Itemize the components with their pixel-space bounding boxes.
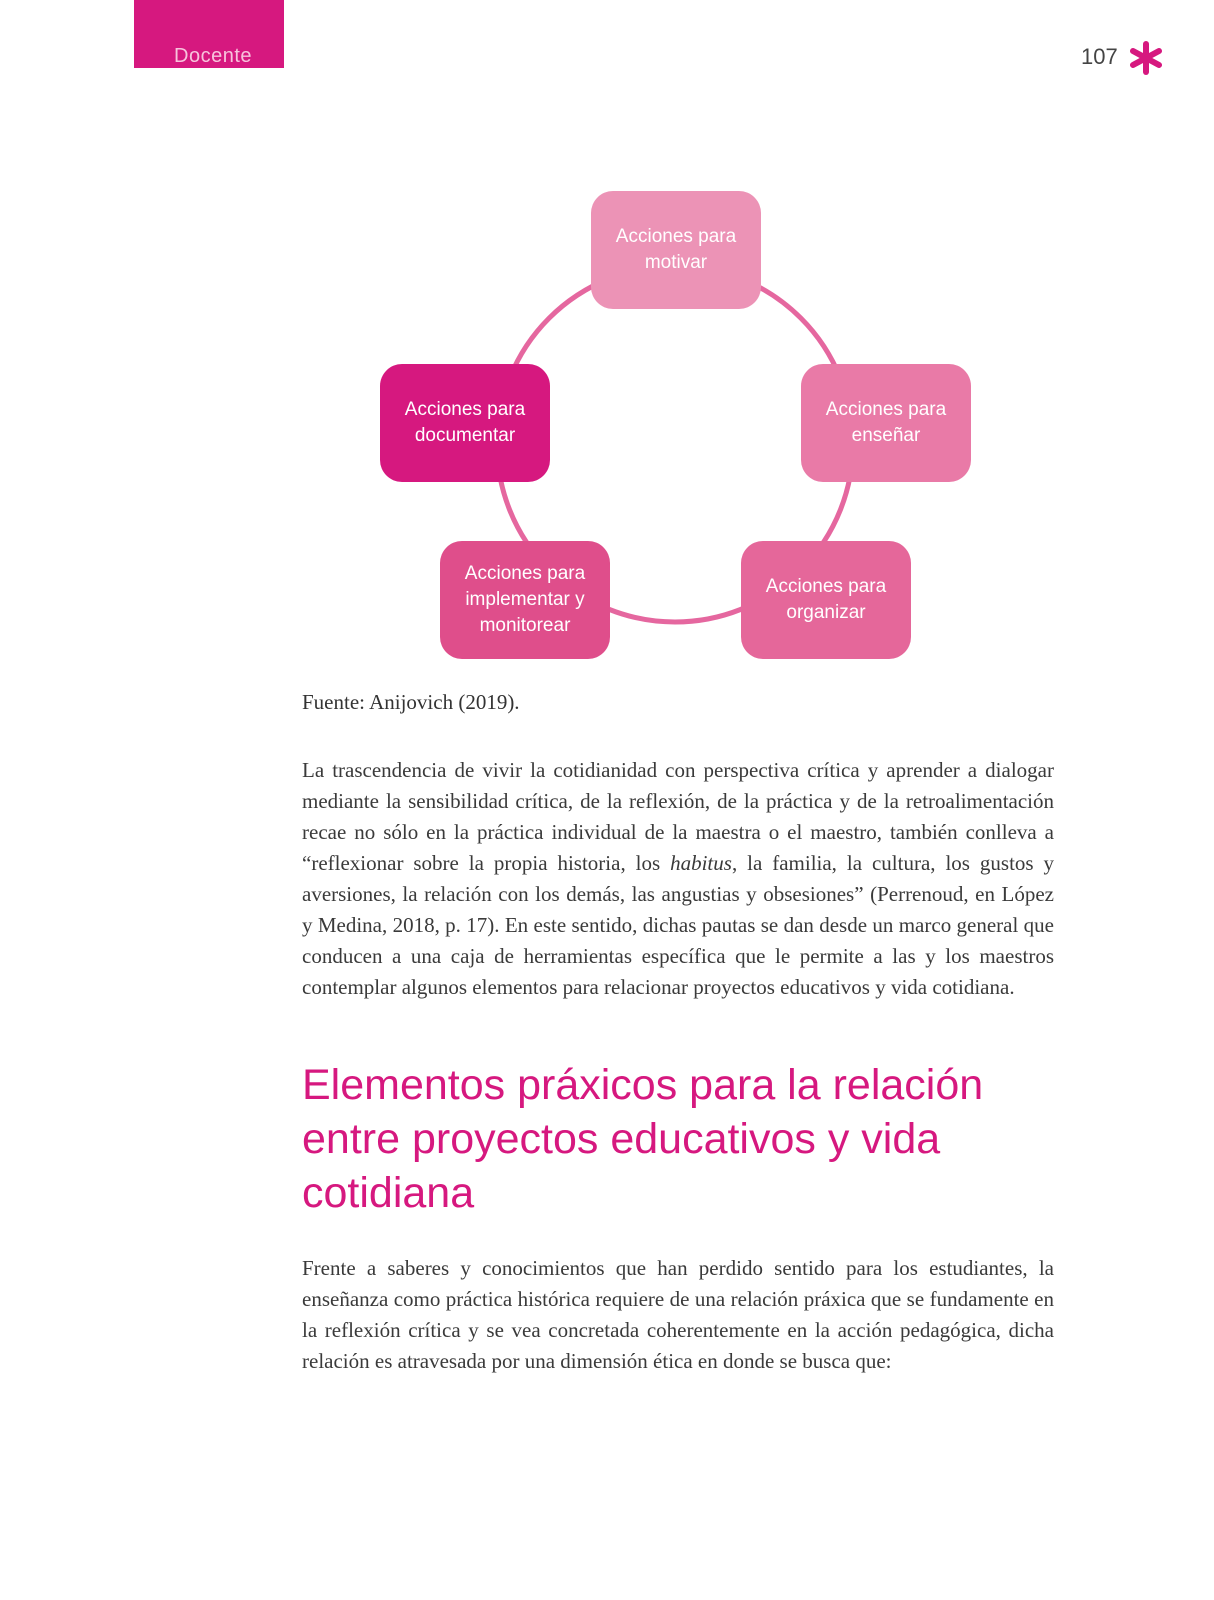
node-label: Acciones para motivar: [615, 226, 737, 273]
node-label: Acciones para documentar: [404, 399, 526, 446]
node-label: Acciones para enseñar: [825, 399, 947, 446]
cycle-diagram: [0, 0, 1214, 680]
figure-caption: Fuente: Anijovich (2019).: [302, 690, 520, 714]
node-acciones-organizar: [741, 541, 911, 659]
node-acciones-ensenar: [801, 364, 971, 482]
node-acciones-implementar-monitorear: [440, 541, 610, 659]
body-paragraph-1: La trascendencia de vivir la cotidianidad con perspectiva crítica y aprender a dialogar mediante la sensibilidad crítica, de la reflexión, de la práctica y de la retroalimentación recae no sólo en la práctica individual de la maestra o el maestro, también conlleva a “reflexionar sobre la propia historia, los habitus, la familia, la cultura, los gustos y aversiones, la relación con los demás, las angustias y obsesiones” (Perrenoud, en López y Medina, 2018, p. 17). En este sentido, dichas pautas se dan desde un marco general que conducen a una caja de herramientas específica que le permite a las y los maestros contemplar algunos elementos para relacionar proyectos educativos y vida cotidiana.: [302, 758, 1055, 999]
node-acciones-documentar: [380, 364, 550, 482]
node-label: Acciones para organizar: [765, 576, 887, 623]
section-label: Docente: [174, 45, 252, 67]
node-label: Acciones para implementar y monitorear: [464, 563, 586, 636]
page-number: 107: [1081, 44, 1118, 69]
body-paragraph-2: Frente a saberes y conocimientos que han perdido sentido para los estudiantes, la enseñanza como práctica histórica requiere de una relación práxica que se fundamente en la reflexión crítica y se vea concretada coherentemente en la acción pedagógica, dicha relación es atravesada por una dimensión ética en donde se busca que:: [302, 1256, 1054, 1373]
node-acciones-motivar: [591, 191, 761, 309]
section-heading: Elementos práxicos para la relación entre proyectos educativos y vida cotidiana: [302, 1061, 984, 1217]
